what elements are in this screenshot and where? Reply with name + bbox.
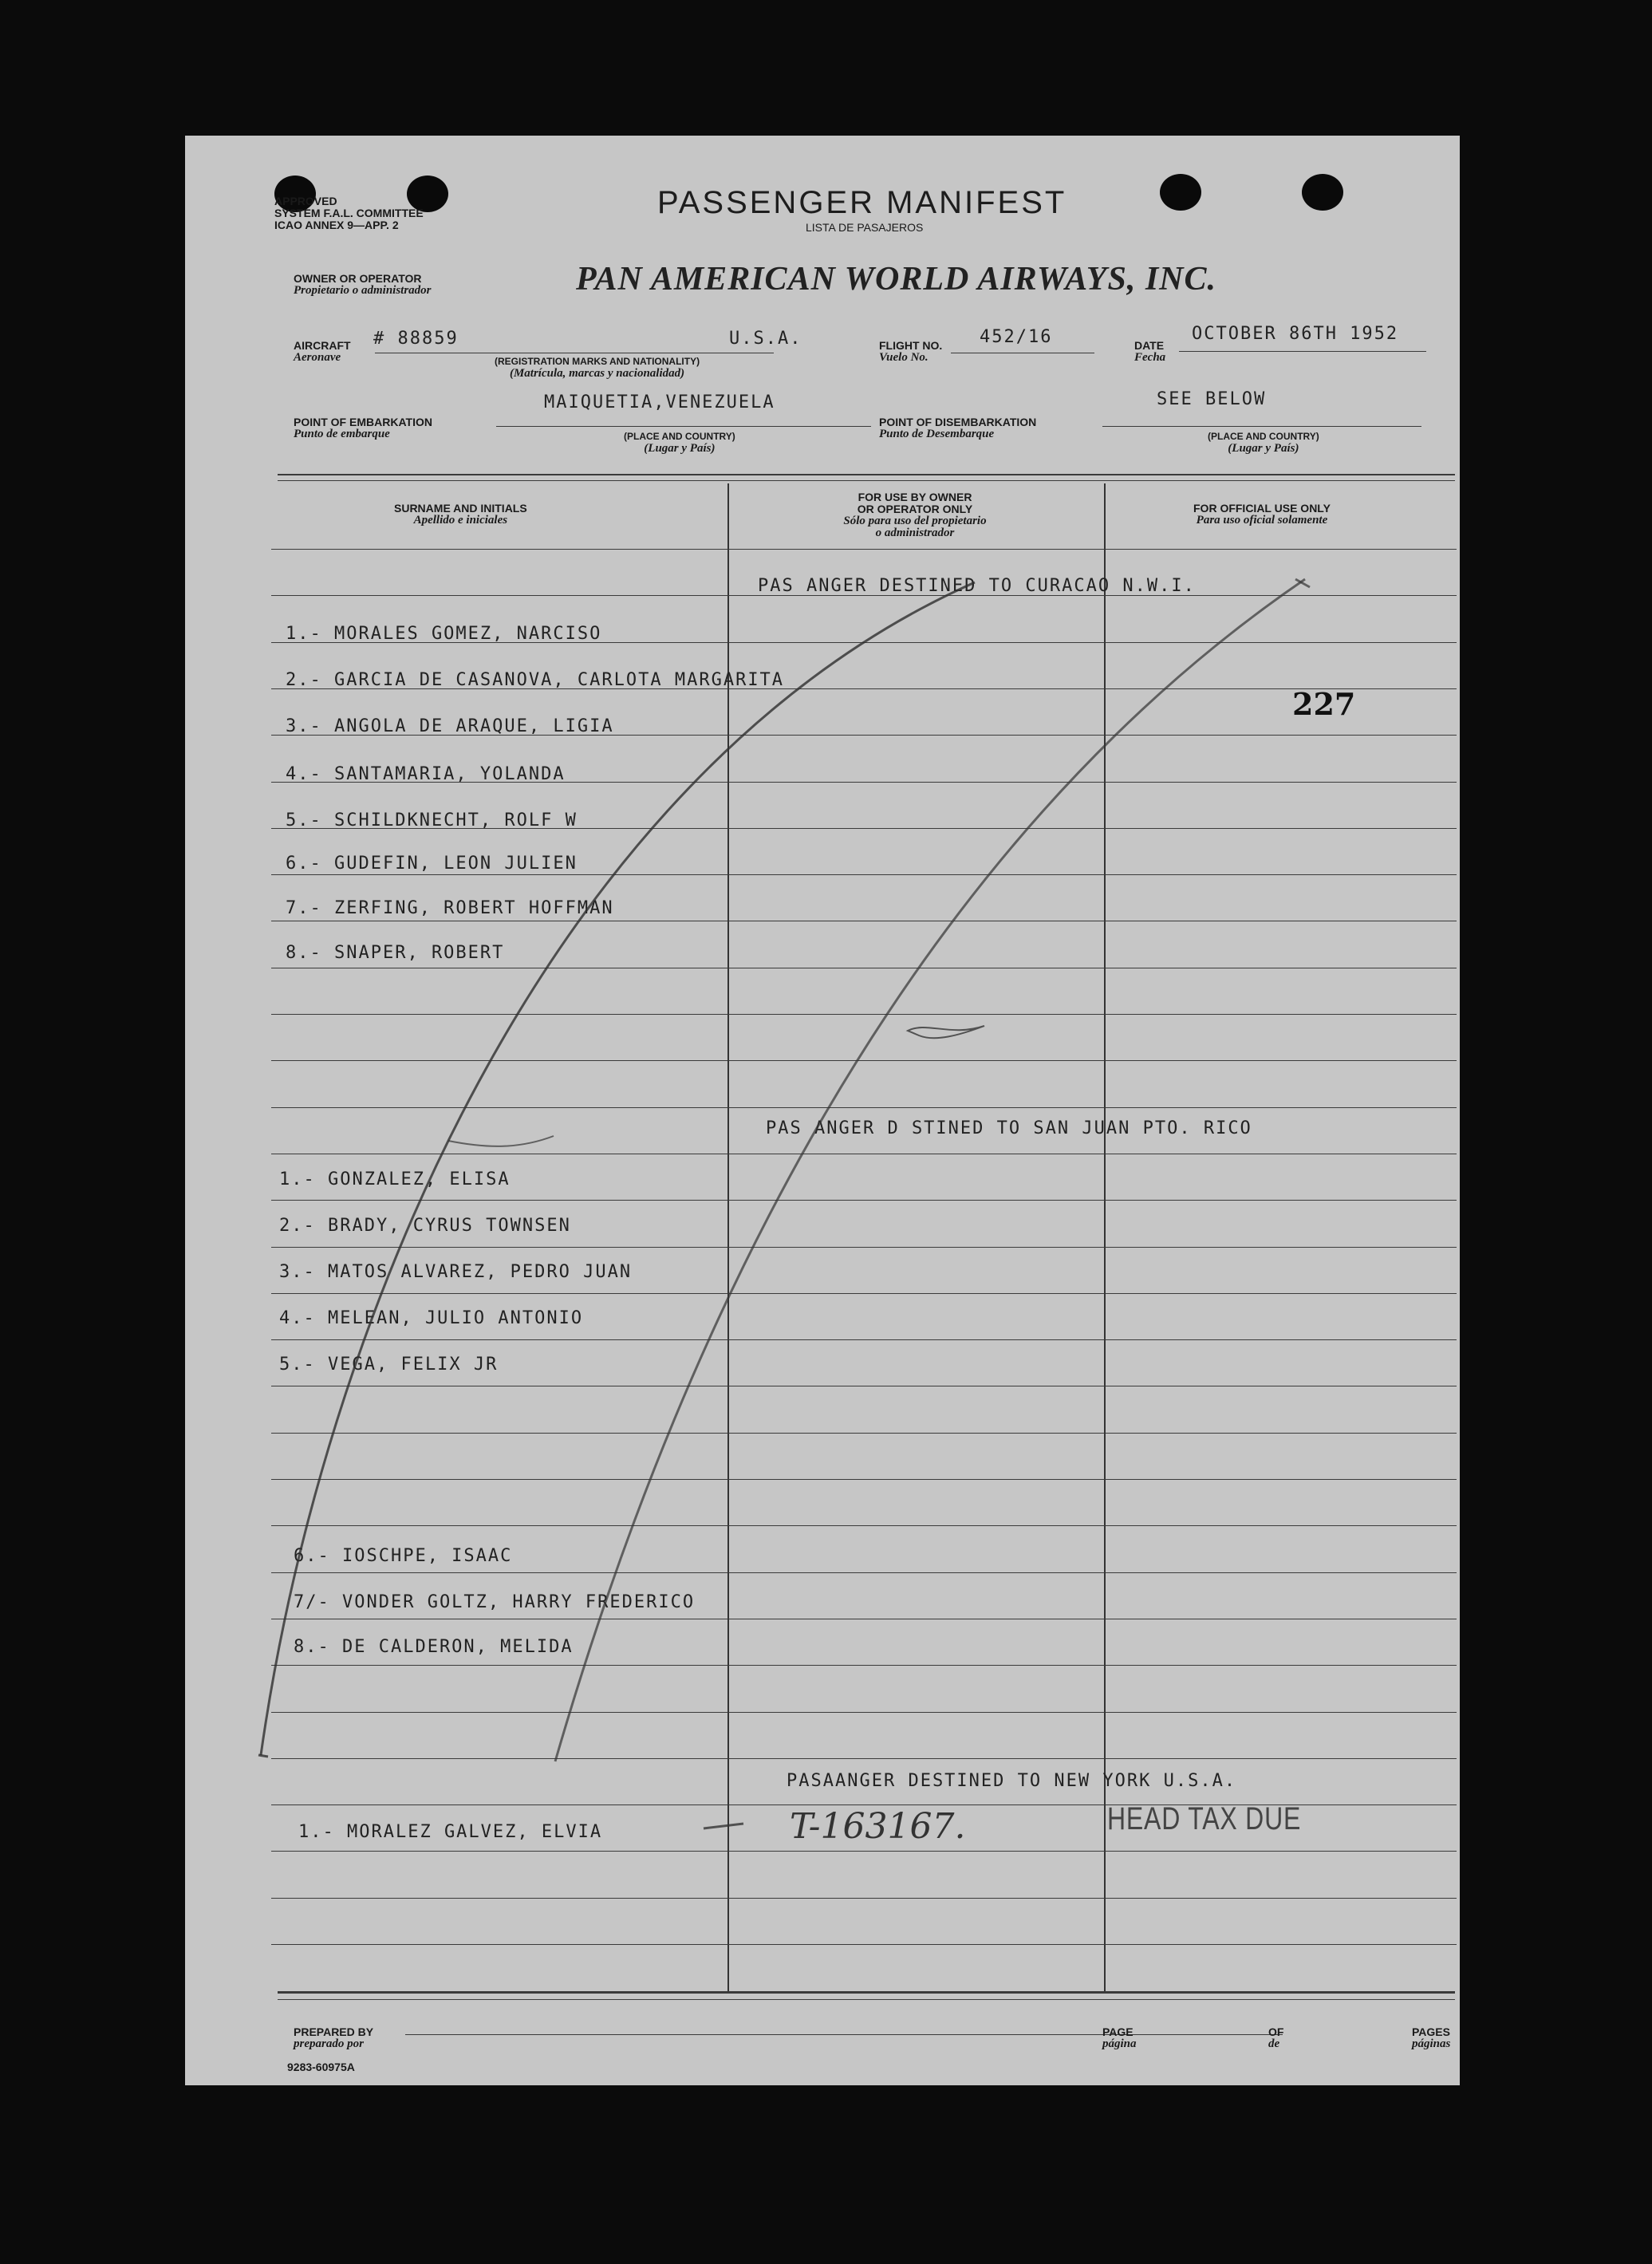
owner-label-en: OWNER OR OPERATOR <box>294 272 422 285</box>
page-title: PASSENGER MANIFEST <box>657 185 1067 220</box>
pencil-arc <box>258 1755 268 1757</box>
passenger-row: 4.- MELEAN, JULIO ANTONIO <box>279 1308 584 1328</box>
pencil-arc <box>555 579 1305 1761</box>
destination-heading: PASAANGER DESTINED TO NEW YORK U.S.A. <box>787 1771 1237 1791</box>
prepared-by-line <box>405 2034 1283 2035</box>
col1-head-es: Apellido e iniciales <box>413 514 508 527</box>
passenger-row: 7/- VONDER GOLTZ, HARRY FREDERICO <box>294 1592 696 1612</box>
destination-heading: PAS ANGER D STINED TO SAN JUAN PTO. RICO <box>766 1118 1252 1138</box>
aircraft-value: # 88859 <box>373 329 459 349</box>
embark-label-en: POINT OF EMBARKATION <box>294 416 432 428</box>
date-value: OCTOBER 86TH 1952 <box>1192 324 1399 344</box>
disembark-value: SEE BELOW <box>1157 389 1267 409</box>
passenger-row: 1.- MORALEZ GALVEZ, ELVIA <box>298 1822 603 1842</box>
disembark-label-es: Punto de Desembarque <box>879 428 995 440</box>
aircraft-label-en: AIRCRAFT <box>294 339 351 352</box>
table-bottom-rule <box>278 1999 1455 2000</box>
operator-name: PAN AMERICAN WORLD AIRWAYS, INC. <box>576 261 1217 298</box>
handwritten-ticket-number: T-163167. <box>790 1806 966 1847</box>
head-tax-stamp: HEAD TAX DUE <box>1107 1801 1302 1836</box>
page-label <box>1102 2026 1137 2050</box>
place-caption-en: (PLACE AND COUNTRY) <box>1208 431 1319 442</box>
passenger-row: 3.- ANGOLA DE ARAQUE, LIGIA <box>286 716 614 736</box>
col2-head-es: o administrador <box>875 527 955 539</box>
flight-value: 452/16 <box>980 327 1053 347</box>
form-number: 9283-60975A <box>287 2061 355 2073</box>
pencil-arc <box>261 582 975 1755</box>
passenger-row: 3.- MATOS ALVAREZ, PEDRO JUAN <box>279 1262 633 1282</box>
pages-label-es: páginas <box>1412 2037 1451 2050</box>
col3-head-en: FOR OFFICIAL USE ONLY <box>1193 502 1331 515</box>
embark-value: MAIQUETIA,VENEZUELA <box>544 392 775 412</box>
prepared-by-label <box>294 2026 373 2050</box>
passenger-row: 6.- GUDEFIN, LEON JULIEN <box>286 854 578 874</box>
pages-label <box>1412 2026 1450 2050</box>
col3-head-es: Para uso oficial solamente <box>1196 514 1328 527</box>
pencil-dash <box>704 1824 743 1828</box>
flight-label-es: Vuelo No. <box>879 351 929 364</box>
passenger-row: 4.- SANTAMARIA, YOLANDA <box>286 764 566 784</box>
page-label-es: página <box>1102 2037 1137 2050</box>
passenger-row: 1.- MORALES GOMEZ, NARCISO <box>286 624 602 644</box>
date-label-es: Fecha <box>1134 351 1166 364</box>
flight-label-en: FLIGHT NO. <box>879 339 943 352</box>
of-label <box>1268 2026 1283 2050</box>
place-caption-es: (Lugar y País) <box>644 442 716 455</box>
passenger-row: 1.- GONZALEZ, ELISA <box>279 1169 511 1189</box>
page-number-annotation: 227 <box>1292 686 1356 722</box>
place-caption-es: (Lugar y País) <box>1228 442 1299 455</box>
date-label-en: DATE <box>1134 339 1165 352</box>
disembark-label-en: POINT OF DISEMBARKATION <box>879 416 1037 428</box>
nationality-value: U.S.A. <box>729 329 802 349</box>
page-label-en: PAGE <box>1102 2025 1134 2038</box>
pencil-strike-marks <box>185 136 1460 2085</box>
embark-label-es: Punto de embarque <box>294 428 390 440</box>
pencil-scribble <box>908 1026 984 1038</box>
prepared-label-en: PREPARED BY <box>294 2025 374 2038</box>
prepared-label-es: preparado por <box>294 2037 364 2050</box>
table-bottom-rule <box>278 1991 1455 1994</box>
approval-line: APPROVED <box>274 195 337 207</box>
passenger-row: 2.- BRADY, CYRUS TOWNSEN <box>279 1216 571 1236</box>
page-title-es: LISTA DE PASAJEROS <box>806 221 924 234</box>
col1-head-en: SURNAME AND INITIALS <box>394 502 527 515</box>
of-label-es: de <box>1268 2037 1280 2050</box>
destination-heading: PAS ANGER DESTINED TO CURACAO N.W.I. <box>758 576 1196 596</box>
place-caption-en: (PLACE AND COUNTRY) <box>624 431 735 442</box>
approval-line: SYSTEM F.A.L. COMMITTEE <box>274 207 424 219</box>
passenger-row: 8.- SNAPER, ROBERT <box>286 943 505 963</box>
col2-head-es: Sólo para uso del propietario <box>843 515 987 527</box>
registration-caption-es: (Matrícula, marcas y nacionalidad) <box>509 367 685 380</box>
approval-line: ICAO ANNEX 9—APP. 2 <box>274 219 399 231</box>
col2-head-line: OR OPERATOR ONLY <box>857 503 973 515</box>
passenger-row: 8.- DE CALDERON, MELIDA <box>294 1637 574 1657</box>
registration-caption-en: (REGISTRATION MARKS AND NATIONALITY) <box>495 356 700 367</box>
passenger-row: 5.- SCHILDKNECHT, ROLF W <box>286 811 578 830</box>
pencil-tick <box>448 1136 554 1146</box>
passenger-row: 2.- GARCIA DE CASANOVA, CARLOTA MARGARITA <box>286 670 785 690</box>
aircraft-label-es: Aeronave <box>294 351 341 364</box>
passenger-row: 7.- ZERFING, ROBERT HOFFMAN <box>286 898 614 918</box>
owner-label-es: Propietario o administrador <box>294 284 432 297</box>
pages-label-en: PAGES <box>1412 2025 1450 2038</box>
passenger-row: 5.- VEGA, FELIX JR <box>279 1355 499 1375</box>
of-label-en: OF <box>1268 2025 1284 2038</box>
col2-head-line: FOR USE BY OWNER <box>858 491 972 503</box>
manifest-sheet <box>185 136 1460 2085</box>
passenger-row: 6.- IOSCHPE, ISAAC <box>294 1546 513 1566</box>
